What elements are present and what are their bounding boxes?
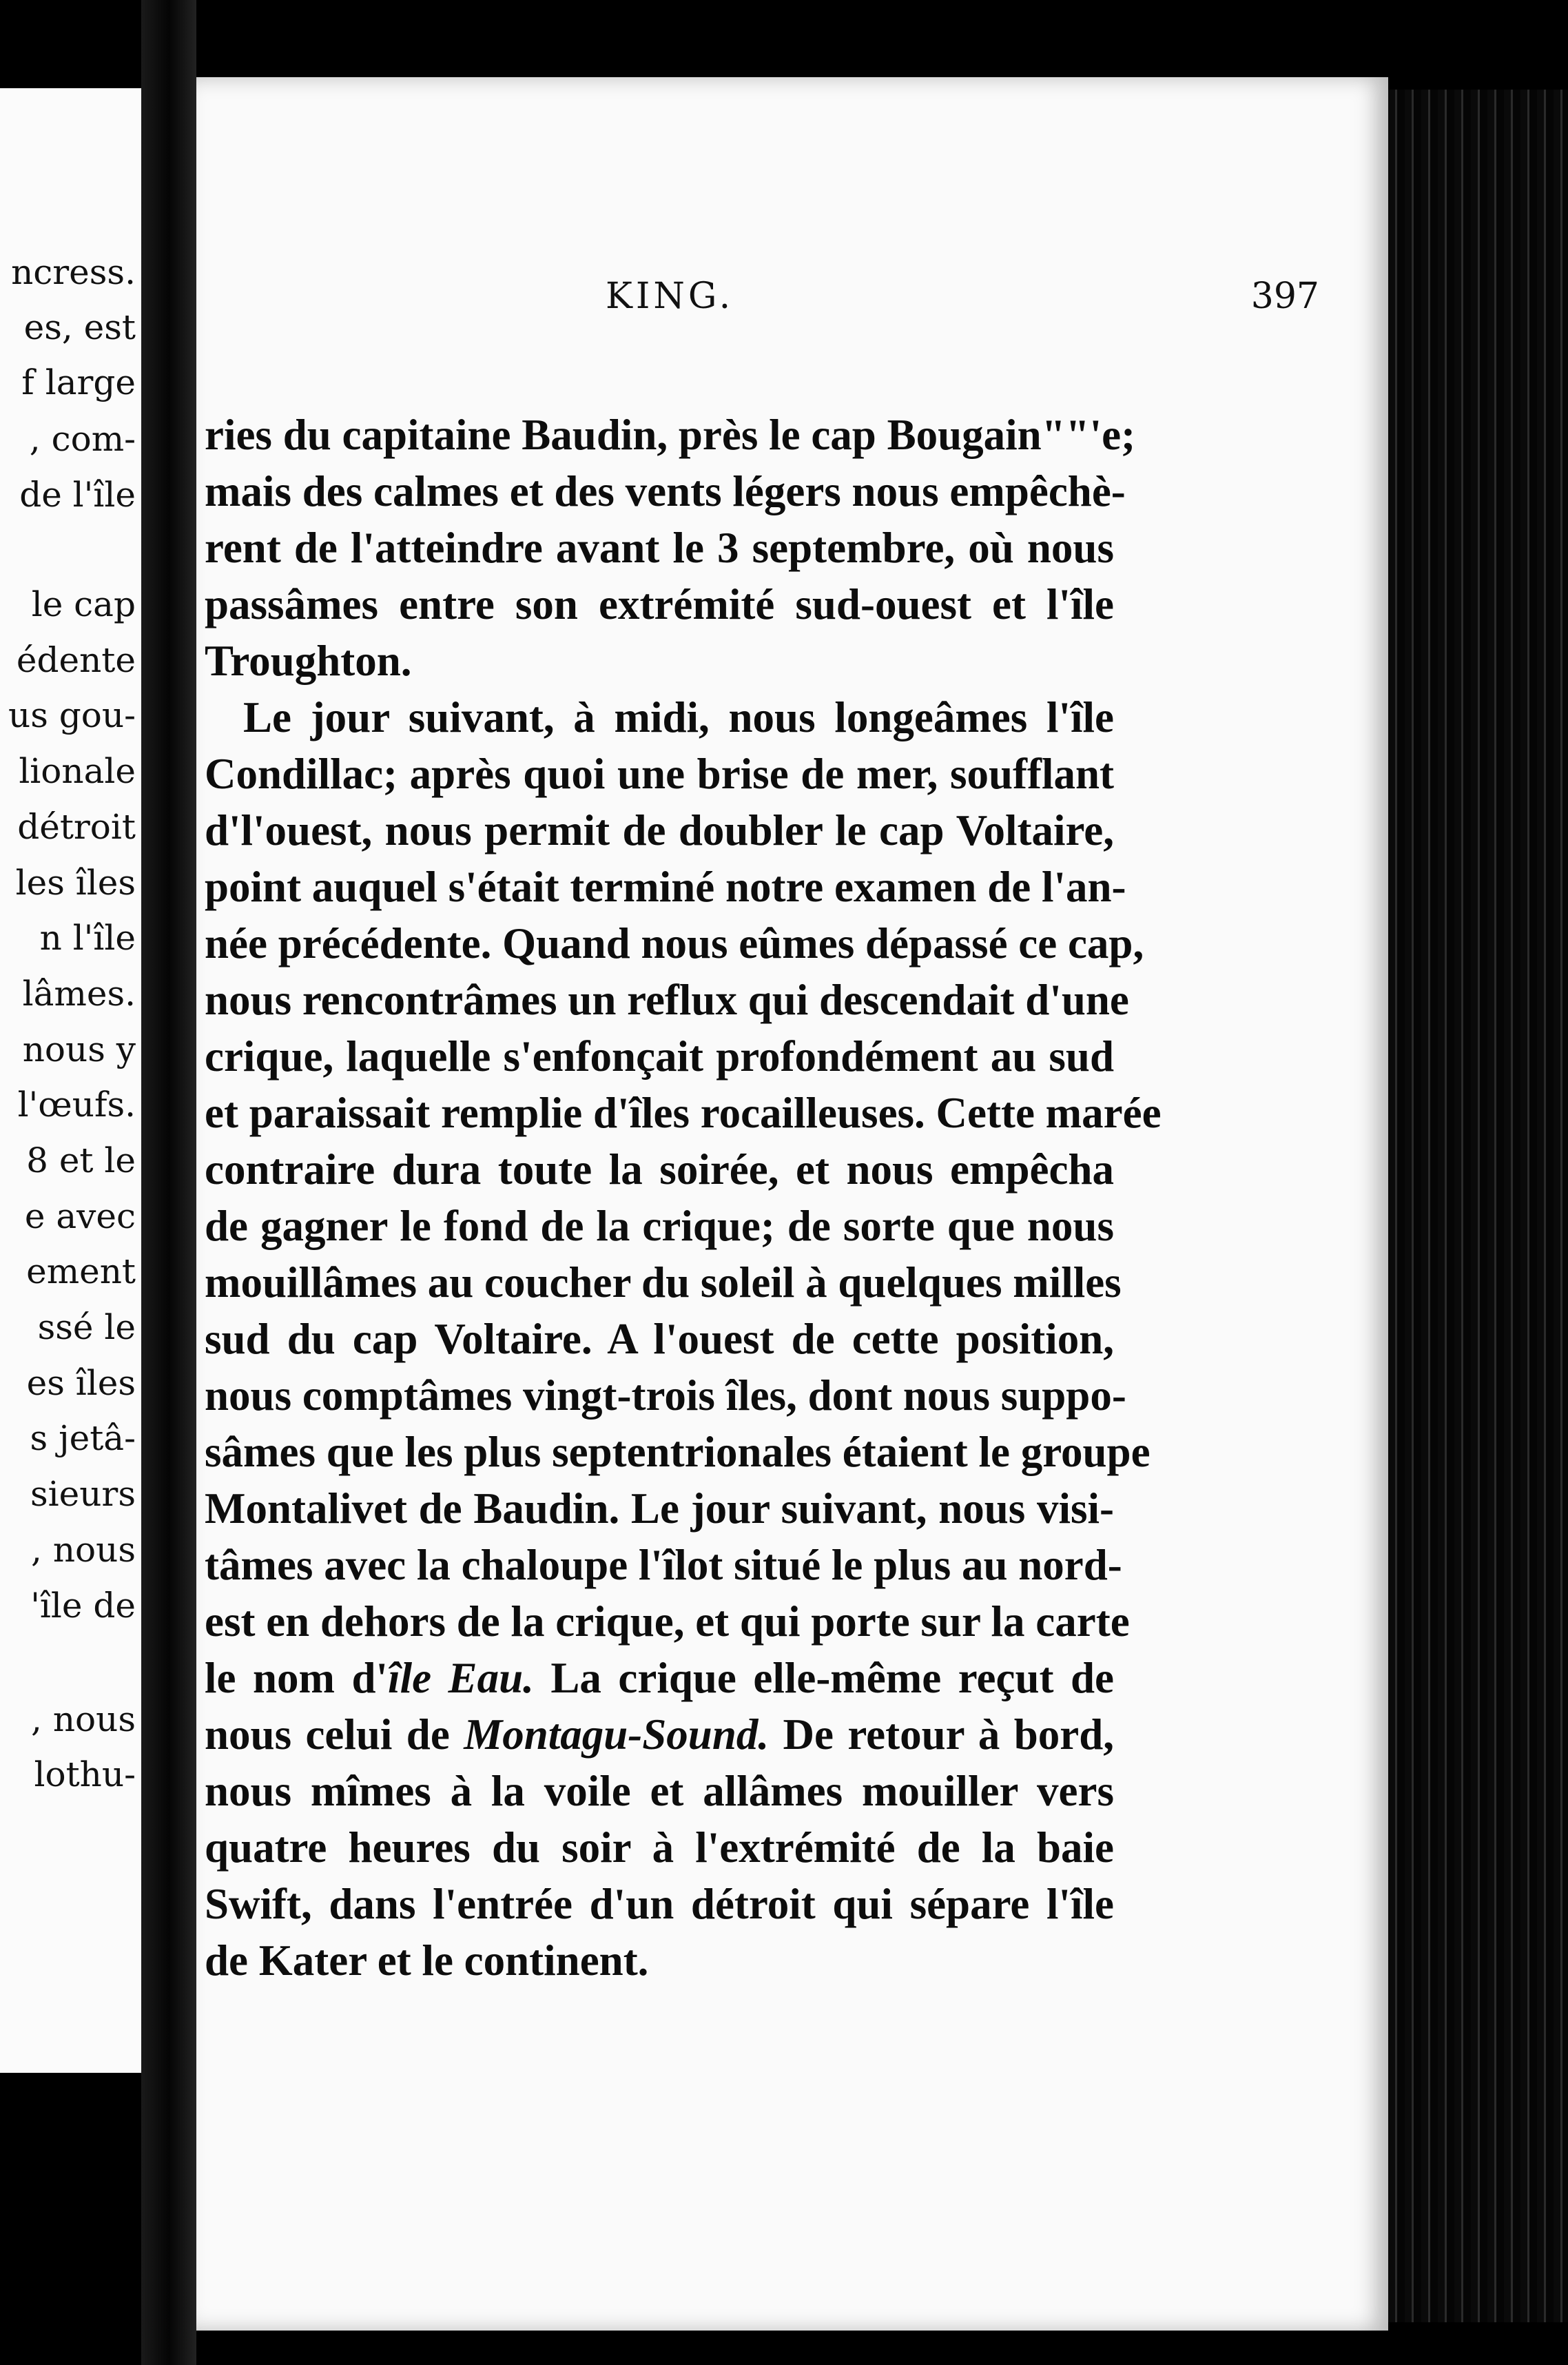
text-line: d'l'ouest, nous permit de doubler le cap Voltaire,: [205, 806, 1114, 854]
facing-page-text: sieurs: [30, 1474, 136, 1514]
facing-page-text: es, est: [23, 307, 136, 347]
facing-page-text: édente: [16, 640, 136, 680]
paragraph-lines: [205, 1763, 1114, 1989]
facing-page-text: le cap: [31, 584, 136, 624]
facing-page-text: lionale: [19, 751, 136, 791]
facing-page-text: de l'île: [19, 475, 136, 515]
facing-page-text: détroit: [17, 807, 136, 847]
book-gutter: [141, 0, 196, 2365]
text-line: mouillâmes au coucher du soleil à quelques milles: [205, 1258, 1122, 1307]
text-line: Montalivet de Baudin. Le jour suivant, nous visi-: [205, 1484, 1114, 1533]
facing-page-text: e avec: [24, 1196, 136, 1236]
text-line: tâmes avec la chaloupe l'îlot situé le plus au nord-: [205, 1541, 1122, 1589]
facing-page-text: , nous: [31, 1530, 136, 1570]
facing-page-text: s jetâ-: [30, 1418, 136, 1458]
facing-page-text: , nous: [31, 1699, 136, 1739]
italic-place-name: Montagu-Sound.: [464, 1710, 770, 1759]
text-line: passâmes entre son extrémité sud-ouest et l'île: [205, 580, 1114, 628]
facing-page-text: ncress.: [11, 252, 136, 292]
facing-page-text: us gou-: [8, 695, 136, 735]
facing-page-text: f large: [21, 362, 136, 402]
page-number: 397: [1250, 276, 1319, 317]
facing-page-text: , com-: [29, 419, 136, 459]
facing-page-text: les îles: [15, 863, 136, 903]
text-line: nous rencontrâmes un reflux qui descendait d'une: [205, 976, 1129, 1024]
paragraph-lines: [205, 407, 1162, 1650]
text-line: Troughton.: [205, 637, 412, 685]
body-text: [205, 407, 1162, 1989]
facing-page-text: lothu-: [34, 1754, 136, 1794]
text-line: quatre heures du soir à l'extrémité de la baie: [205, 1823, 1114, 1872]
text-line: point auquel s'était terminé notre examen de l'an-: [205, 863, 1126, 911]
italic-place-name: île Eau.: [388, 1654, 534, 1702]
text-line: mais des calmes et des vents légers nous empêchè-: [205, 467, 1126, 515]
facing-page-text: es îles: [26, 1363, 136, 1403]
text-line: contraire dura toute la soirée, et nous empêcha: [205, 1145, 1114, 1194]
text-line: nous comptâmes vingt-trois îles, dont nous suppo-: [205, 1371, 1126, 1420]
text-line: Swift, dans l'entrée d'un détroit qui sépare l'île: [205, 1880, 1114, 1928]
facing-page-text: nous y: [22, 1030, 136, 1069]
running-head: [196, 276, 1388, 324]
facing-page-text: ement: [26, 1251, 136, 1291]
text-line: crique, laquelle s'enfonçait profondément au sud: [205, 1032, 1114, 1081]
text-line: Condillac; après quoi une brise de mer, soufflant: [205, 750, 1114, 798]
facing-page-text: lâmes.: [22, 974, 136, 1014]
facing-page-text: 'île de: [30, 1586, 136, 1626]
text-line: sud du cap Voltaire. A l'ouest de cette position,: [205, 1315, 1114, 1363]
facing-page-text: n l'île: [39, 918, 136, 958]
running-head-title: KING.: [606, 276, 734, 317]
text-line: sâmes que les plus septentrionales étaient le groupe: [205, 1428, 1151, 1476]
text-line: Le jour suivant, à midi, nous longeâmes l'île: [243, 693, 1114, 741]
text-line: ries du capitaine Baudin, près le cap Bougain""'e;: [205, 411, 1136, 459]
book-page: [196, 77, 1388, 2331]
text-line: nous mîmes à la voile et allâmes mouiller vers: [205, 1767, 1114, 1815]
text-line: et paraissait remplie d'îles rocailleuses. Cette marée: [205, 1089, 1162, 1137]
facing-page-fragment: [0, 88, 141, 2073]
text-line: est en dehors de la crique, et qui porte sur la carte: [205, 1597, 1130, 1646]
page-edges: [1388, 90, 1568, 2322]
text-line: nous celui de Montagu-Sound. De retour à bord,: [205, 1710, 1115, 1759]
facing-page-text: l'œufs.: [17, 1085, 136, 1125]
text-line: de Kater et le continent.: [205, 1936, 649, 1985]
facing-page-text: ssé le: [37, 1307, 136, 1347]
facing-page-text: 8 et le: [26, 1140, 136, 1180]
text-line: de gagner le fond de la crique; de sorte que nous: [205, 1202, 1114, 1250]
text-line: le nom d'île Eau. La crique elle-même reçut de: [205, 1654, 1114, 1702]
text-line: née précédente. Quand nous eûmes dépassé ce cap,: [205, 919, 1144, 968]
text-line: rent de l'atteindre avant le 3 septembre, où nous: [205, 524, 1114, 572]
